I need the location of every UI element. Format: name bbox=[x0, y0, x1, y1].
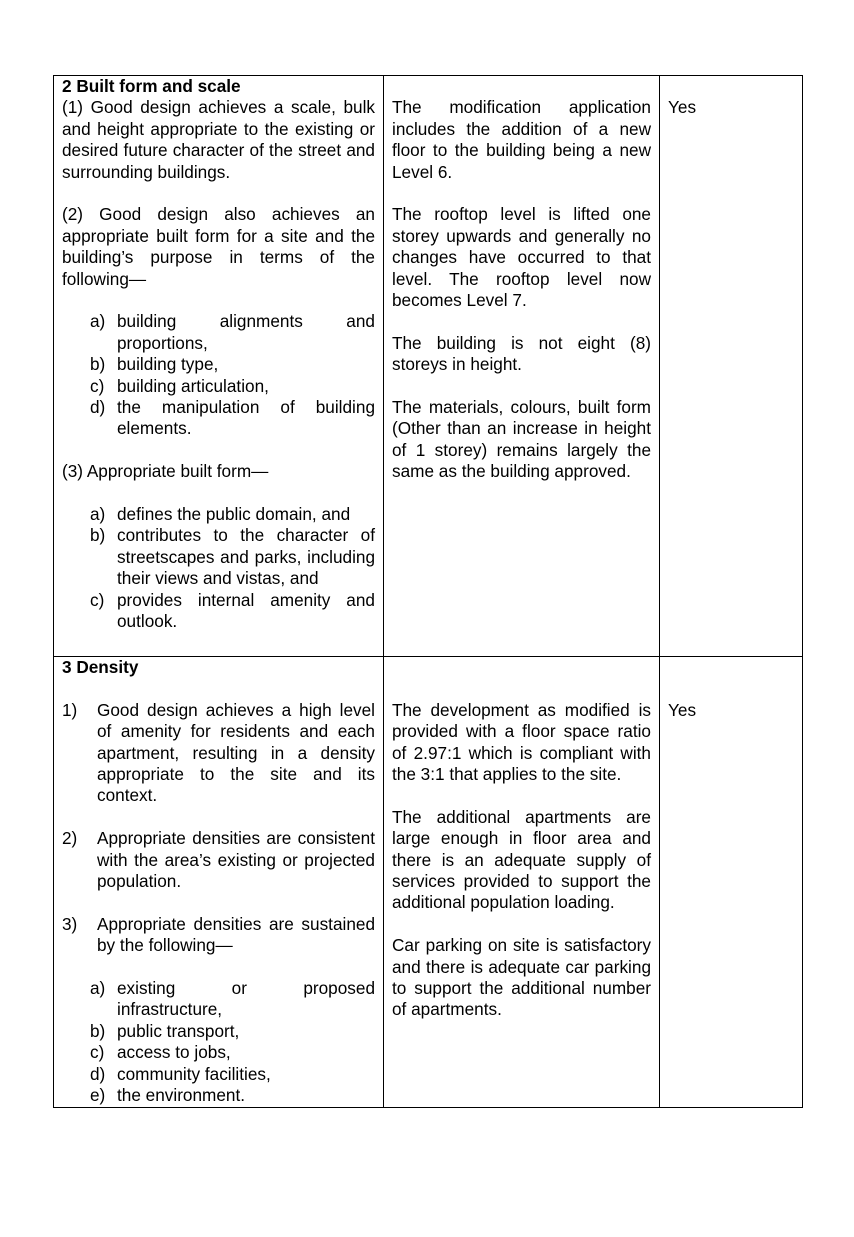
comment-cell bbox=[384, 76, 660, 657]
comment-paragraph: The rooftop level is lifted one storey upwards and generally no changes have occurred to that level. The rooftop level now becomes Level 7. bbox=[392, 204, 651, 311]
list-item: d) the manipulation of building elements. bbox=[90, 397, 375, 439]
compliance-cell bbox=[660, 76, 803, 657]
list-item: b) public transport, bbox=[90, 1020, 240, 1041]
section-heading: 2 Built form and scale bbox=[62, 76, 241, 96]
list-item: b) contributes to the character of streetscapes and parks, including their views and vistas, and bbox=[90, 525, 375, 589]
list-item: e) the environment. bbox=[90, 1085, 246, 1106]
list-item: a) defines the public domain, and bbox=[90, 504, 351, 525]
comment-paragraph: The modification application includes the addition of a new floor to the building being a new Level 6. bbox=[392, 97, 651, 182]
comment-cell bbox=[384, 657, 660, 1108]
list-item: d) community facilities, bbox=[90, 1063, 271, 1084]
table-row bbox=[54, 657, 803, 1108]
list-item: c) access to jobs, bbox=[90, 1042, 231, 1063]
numbered-list bbox=[62, 700, 375, 957]
assessment-table bbox=[53, 75, 803, 1108]
list-item: a) building alignments and proportions, bbox=[90, 311, 375, 353]
list-item: a) existing or proposed infrastructure, bbox=[90, 978, 375, 1020]
sub-list bbox=[62, 504, 375, 632]
comment-paragraph: The materials, colours, built form (Other than an increase in height of 1 storey) remains largely the same as the building approved. bbox=[392, 397, 651, 482]
list-item: 3) Appropriate densities are sustained by the following— bbox=[62, 913, 375, 956]
control-paragraph: (2) Good design also achieves an appropriate built form for a site and the building’s purpose in terms of the following— bbox=[62, 204, 375, 289]
compliance-value: Yes bbox=[668, 97, 697, 118]
list-item: b) building type, bbox=[90, 354, 219, 375]
list-item: 1) Good design achieves a high level of amenity for residents and each apartment, resulting in a density appropriate to the site and its context. bbox=[62, 699, 375, 806]
control-cell bbox=[54, 76, 384, 657]
sub-list bbox=[62, 978, 375, 1106]
comment-paragraph: The development as modified is provided with a floor space ratio of 2.97:1 which is compliant with the 3:1 that applies to the site. bbox=[392, 699, 651, 784]
control-paragraph: (1) Good design achieves a scale, bulk and height appropriate to the existing or desired future character of the street and surrounding buildings. bbox=[62, 97, 375, 182]
comment-paragraph: The building is not eight (8) storeys in height. bbox=[392, 332, 651, 375]
compliance-cell bbox=[660, 657, 803, 1108]
compliance-value: Yes bbox=[668, 699, 697, 720]
list-item: 2) Appropriate densities are consistent with the area’s existing or projected population. bbox=[62, 828, 375, 892]
sub-list bbox=[62, 311, 375, 439]
list-item: c) building articulation, bbox=[90, 375, 269, 396]
section-heading: 3 Density bbox=[62, 657, 139, 677]
comment-paragraph: Car parking on site is satisfactory and there is adequate car parking to support the additional number of apartments. bbox=[392, 935, 651, 1020]
list-item: c) provides internal amenity and outlook. bbox=[90, 589, 375, 632]
control-paragraph: (3) Appropriate built form— bbox=[62, 461, 269, 482]
comment-paragraph: The additional apartments are large enough in floor area and there is an adequate supply of services provided to support the additional population loading. bbox=[392, 806, 651, 913]
control-cell bbox=[54, 657, 384, 1108]
table-row bbox=[54, 76, 803, 657]
